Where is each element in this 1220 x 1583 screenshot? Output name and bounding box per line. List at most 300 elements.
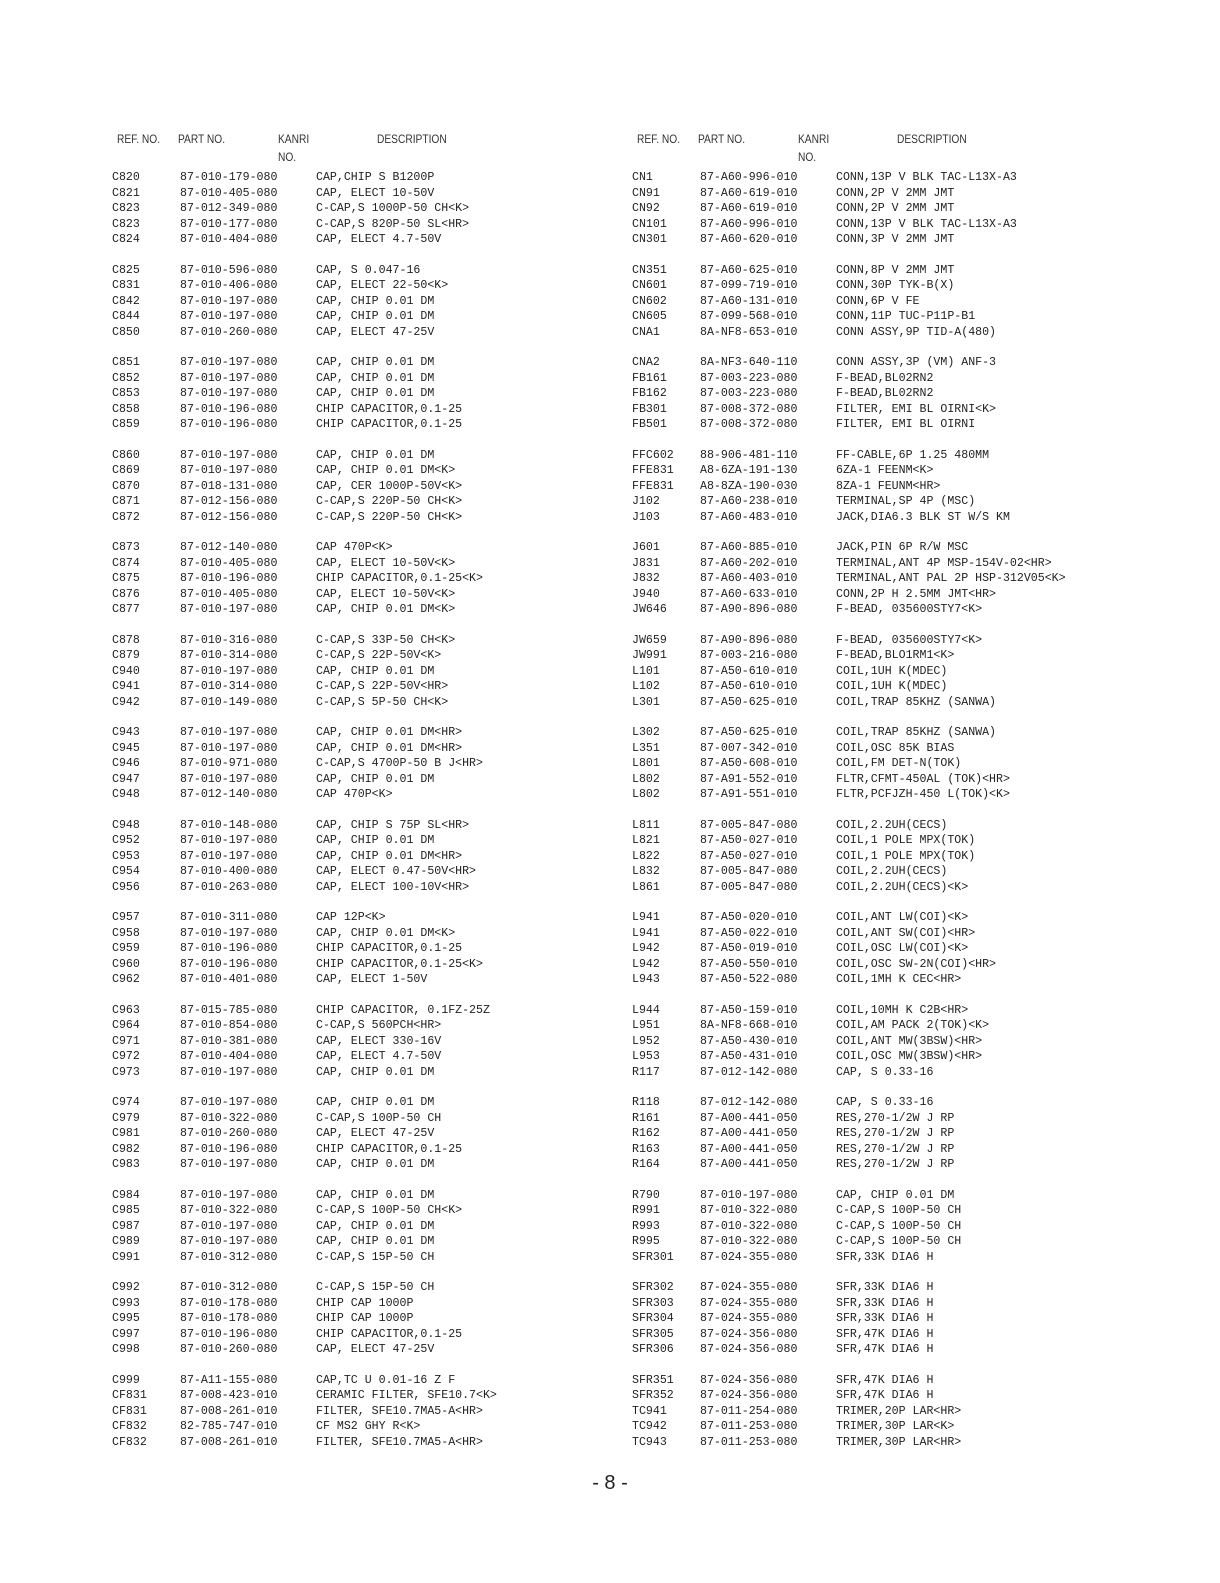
ref-no-cell: CN601 <box>632 279 667 292</box>
description-cell: CAP, ELECT 0.47-50V<HR> <box>316 865 477 878</box>
ref-no-cell: C987 <box>112 1219 140 1233</box>
ref-no-cell: L802 <box>632 788 660 801</box>
ref-no-cell: FB501 <box>632 418 667 431</box>
ref-no-cell: R117 <box>632 1065 660 1079</box>
part-no-cell: 87-003-223-080 <box>700 371 798 385</box>
ref-no-cell: CN101 <box>632 217 667 231</box>
part-no-cell: 87-010-405-080 <box>180 186 278 200</box>
part-no-cell: 87-010-197-080 <box>180 1235 278 1248</box>
description-cell: 6ZA-1 FEENM<K> <box>836 464 934 477</box>
description-cell: C-CAP,S 100P-50 CH <box>836 1235 962 1248</box>
ref-no-cell: CNA1 <box>632 325 660 339</box>
ref-no-cell: C948 <box>112 788 140 801</box>
part-no-cell: 87-010-312-080 <box>180 1250 278 1264</box>
ref-no-cell: L832 <box>632 865 660 878</box>
part-no-cell: 87-010-197-080 <box>180 1065 278 1079</box>
description-cell: CAP 470P<K> <box>316 788 393 801</box>
ref-no-cell: C958 <box>112 926 140 940</box>
description-cell: CAP, ELECT 10-50V<K> <box>316 587 456 601</box>
ref-no-cell: L942 <box>632 957 660 971</box>
description-cell: CAP, S 0.047-16 <box>316 263 421 277</box>
ref-no-cell: C998 <box>112 1343 140 1356</box>
description-cell: SFR,33K DIA6 H <box>836 1281 934 1294</box>
part-no-cell: 87-A50-019-010 <box>700 942 798 955</box>
part-no-cell: 87-010-322-080 <box>700 1219 798 1233</box>
description-cell: CHIP CAP 1000P <box>316 1312 414 1325</box>
part-no-cell: 87-008-372-080 <box>700 402 798 416</box>
description-cell: FILTER, EMI BL OIRNI<K> <box>836 402 997 416</box>
description-cell: CAP, CHIP 0.01 DM <box>316 294 435 308</box>
part-no-cell: 87-010-177-080 <box>180 217 278 231</box>
ref-no-cell: TC941 <box>632 1404 667 1418</box>
ref-no-cell: R162 <box>632 1127 660 1140</box>
ref-no-cell: C984 <box>112 1188 140 1202</box>
ref-no-cell: C999 <box>112 1373 140 1387</box>
ref-no-cell: FFC602 <box>632 448 674 462</box>
ref-no-cell: C940 <box>112 664 140 678</box>
description-cell: RES,270-1/2W J RP <box>836 1127 955 1140</box>
ref-no-cell: CN91 <box>632 186 660 200</box>
ref-no-cell: C852 <box>112 371 140 385</box>
part-no-cell: 8A-NF3-640-110 <box>700 356 798 369</box>
description-cell: C-CAP,S 15P-50 CH <box>316 1250 435 1264</box>
part-no-cell: 87-010-197-080 <box>180 387 278 400</box>
part-no-cell: 8A-NF8-653-010 <box>700 325 798 339</box>
ref-no-cell: C871 <box>112 495 140 508</box>
ref-no-cell: C879 <box>112 649 140 662</box>
description-cell: CAP, CHIP 0.01 DM <box>316 664 435 678</box>
ref-no-cell: C875 <box>112 572 140 585</box>
part-no-cell: 87-A50-522-080 <box>700 973 798 986</box>
part-no-cell: 87-010-197-080 <box>180 1219 278 1233</box>
part-no-cell: 82-785-747-010 <box>180 1420 278 1433</box>
ref-no-cell: CN301 <box>632 233 667 246</box>
description-cell: CAP, ELECT 100-10V<HR> <box>316 880 470 894</box>
part-no-cell: 87-A60-238-010 <box>700 495 798 508</box>
ref-no-cell: L811 <box>632 818 660 832</box>
part-no-cell: 87-008-261-010 <box>180 1404 278 1418</box>
part-no-cell: 87-010-405-080 <box>180 556 278 570</box>
description-cell: COIL,ANT MW(3BSW)<HR> <box>836 1034 983 1048</box>
part-no-cell: 87-012-142-080 <box>700 1065 798 1079</box>
ref-no-cell: SFR352 <box>632 1389 674 1402</box>
description-cell: CAP, ELECT 47-25V <box>316 1127 435 1140</box>
description-cell: CAP, CHIP 0.01 DM <box>316 1158 435 1171</box>
part-no-cell: 87-010-260-080 <box>180 325 278 339</box>
description-cell: CONN,11P TUC-P11P-B1 <box>836 310 976 323</box>
ref-no-cell: C952 <box>112 834 140 847</box>
ref-no-cell: L802 <box>632 772 660 786</box>
description-cell: C-CAP,S 820P-50 SL<HR> <box>316 217 470 231</box>
ref-no-cell: R118 <box>632 1096 660 1109</box>
description-cell: CAP, CHIP 0.01 DM <box>316 772 435 786</box>
ref-no-cell: C872 <box>112 510 140 524</box>
ref-no-cell: C941 <box>112 680 140 693</box>
description-cell: FLTR,CFMT-450AL (TOK)<HR> <box>836 772 1010 786</box>
ref-no-cell: CN351 <box>632 263 667 277</box>
description-cell: CHIP CAPACITOR,0.1-25 <box>316 1327 463 1341</box>
description-cell: CAP 470P<K> <box>316 541 393 554</box>
ref-no-cell: CN605 <box>632 310 667 323</box>
part-no-cell: 87-A50-625-010 <box>700 726 798 739</box>
header-kanri: KANRI <box>278 132 310 146</box>
ref-no-cell: C982 <box>112 1142 140 1156</box>
ref-no-cell: L822 <box>632 849 660 863</box>
part-no-cell: 87-010-196-080 <box>180 572 278 585</box>
description-cell: CAP, ELECT 1-50V <box>316 973 428 986</box>
part-no-cell: 87-005-847-080 <box>700 880 798 894</box>
part-no-cell: 87-A50-022-010 <box>700 926 798 940</box>
part-no-cell: 87-008-423-010 <box>180 1389 278 1402</box>
description-cell: CAP,CHIP S B1200P <box>316 171 435 184</box>
part-no-cell: 87-012-156-080 <box>180 510 278 524</box>
ref-no-cell: C979 <box>112 1111 140 1125</box>
part-no-cell: 87-010-322-080 <box>700 1204 798 1217</box>
description-cell: C-CAP,S 100P-50 CH <box>316 1111 442 1125</box>
description-cell: COIL,OSC LW(COI)<K> <box>836 942 969 955</box>
ref-no-cell: L861 <box>632 880 660 894</box>
description-cell: SFR,47K DIA6 H <box>836 1327 934 1341</box>
part-no-cell: 87-A90-896-080 <box>700 603 798 616</box>
part-no-cell: 87-010-197-080 <box>180 464 278 477</box>
description-cell: CAP, ELECT 10-50V <box>316 186 435 200</box>
part-no-cell: 87-008-261-010 <box>180 1435 278 1449</box>
ref-no-cell: CNA2 <box>632 356 660 369</box>
ref-no-cell: CN1 <box>632 171 653 184</box>
description-cell: CONN,3P V 2MM JMT <box>836 233 955 246</box>
ref-no-cell: C842 <box>112 294 140 308</box>
description-cell: CAP, S 0.33-16 <box>836 1096 934 1109</box>
header-part-no: PART NO. <box>178 132 226 146</box>
ref-no-cell: CN602 <box>632 294 667 308</box>
description-cell: SFR,33K DIA6 H <box>836 1250 934 1264</box>
description-cell: COIL,FM DET-N(TOK) <box>836 757 962 770</box>
ref-no-cell: FB161 <box>632 371 667 385</box>
description-cell: CONN,2P V 2MM JMT <box>836 186 955 200</box>
part-no-cell: 87-008-372-080 <box>700 418 798 431</box>
part-no-cell: 87-010-197-080 <box>700 1188 798 1202</box>
part-no-cell: 87-A60-625-010 <box>700 263 798 277</box>
ref-no-cell: C858 <box>112 402 140 416</box>
ref-no-cell: CF831 <box>112 1389 147 1402</box>
description-cell: CAP, ELECT 47-25V <box>316 1343 435 1356</box>
ref-no-cell: JW991 <box>632 649 667 662</box>
part-no-cell: 87-010-197-080 <box>180 1188 278 1202</box>
ref-no-cell: C989 <box>112 1235 140 1248</box>
description-cell: C-CAP,S 5P-50 CH<K> <box>316 695 449 709</box>
part-no-cell: 87-010-197-080 <box>180 772 278 786</box>
part-no-cell: 87-010-263-080 <box>180 880 278 894</box>
part-no-cell: 88-906-481-110 <box>700 448 798 462</box>
part-no-cell: 87-010-260-080 <box>180 1343 278 1356</box>
part-no-cell: 87-A60-996-010 <box>700 217 798 231</box>
ref-no-cell: R161 <box>632 1111 660 1125</box>
ref-no-cell: L953 <box>632 1050 660 1063</box>
description-cell: C-CAP,S 33P-50 CH<K> <box>316 633 456 647</box>
part-no-cell: 87-A60-885-010 <box>700 541 798 554</box>
ref-no-cell: R995 <box>632 1235 660 1248</box>
ref-no-cell: SFR301 <box>632 1250 674 1264</box>
description-cell: CAP, CHIP 0.01 DM <box>316 1235 435 1248</box>
description-cell: CAP, CHIP 0.01 DM <box>316 1065 435 1079</box>
ref-no-cell: R993 <box>632 1219 660 1233</box>
ref-no-cell: L952 <box>632 1034 660 1048</box>
part-no-cell: 87-010-404-080 <box>180 1050 278 1063</box>
description-cell: C-CAP,S 100P-50 CH<K> <box>316 1204 463 1217</box>
part-no-cell: 87-003-216-080 <box>700 649 798 662</box>
ref-no-cell: J102 <box>632 495 660 508</box>
description-cell: TERMINAL,SP 4P (MSC) <box>836 495 976 508</box>
description-cell: CHIP CAPACITOR,0.1-25 <box>316 1142 463 1156</box>
ref-no-cell: C957 <box>112 911 140 924</box>
description-cell: CF MS2 GHY R<K> <box>316 1420 421 1433</box>
description-cell: C-CAP,S 15P-50 CH <box>316 1281 435 1294</box>
description-cell: C-CAP,S 1000P-50 CH<K> <box>316 202 470 215</box>
part-no-cell: 87-010-401-080 <box>180 973 278 986</box>
description-cell: COIL,ANT LW(COI)<K> <box>836 911 969 924</box>
part-no-cell: 87-A50-159-010 <box>700 1003 798 1017</box>
part-no-cell: 87-010-148-080 <box>180 818 278 832</box>
part-no-cell: 87-A00-441-050 <box>700 1142 798 1156</box>
description-cell: CAP, ELECT 10-50V<K> <box>316 556 456 570</box>
part-no-cell: 87-A50-430-010 <box>700 1034 798 1048</box>
description-cell: CAP, CHIP 0.01 DM<HR> <box>316 726 463 739</box>
ref-no-cell: C971 <box>112 1034 140 1048</box>
header-ref-no: REF. NO. <box>637 132 681 146</box>
description-cell: COIL,1UH K(MDEC) <box>836 664 948 678</box>
ref-no-cell: L943 <box>632 973 660 986</box>
description-cell: SFR,47K DIA6 H <box>836 1389 934 1402</box>
ref-no-cell: R790 <box>632 1188 660 1202</box>
description-cell: CAP, CHIP 0.01 DM<K> <box>316 603 456 616</box>
description-cell: CERAMIC FILTER, SFE10.7<K> <box>316 1389 497 1402</box>
description-cell: COIL,1MH K CEC<HR> <box>836 973 962 986</box>
part-no-cell: 87-A90-896-080 <box>700 633 798 647</box>
ref-no-cell: C878 <box>112 633 140 647</box>
description-cell: CAP,TC U 0.01-16 Z F <box>316 1373 456 1387</box>
part-no-cell: 87-010-971-080 <box>180 757 278 770</box>
ref-no-cell: C870 <box>112 479 140 493</box>
part-no-cell: 87-024-356-080 <box>700 1389 798 1402</box>
ref-no-cell: C873 <box>112 541 140 554</box>
part-no-cell: 87-A11-155-080 <box>180 1373 278 1387</box>
part-no-cell: 87-010-196-080 <box>180 957 278 971</box>
header-description: DESCRIPTION <box>897 132 967 146</box>
part-no-cell: 87-010-854-080 <box>180 1019 278 1032</box>
part-no-cell: 87-011-254-080 <box>700 1404 798 1418</box>
ref-no-cell: L941 <box>632 926 660 940</box>
part-no-cell: 87-A60-483-010 <box>700 510 798 524</box>
description-cell: CONN,2P H 2.5MM JMT<HR> <box>836 587 997 601</box>
description-cell: TERMINAL,ANT 4P MSP-154V-02<HR> <box>836 556 1052 570</box>
part-no-cell: 87-012-140-080 <box>180 788 278 801</box>
description-cell: CAP, CER 1000P-50V<K> <box>316 479 463 493</box>
part-no-cell: 87-010-179-080 <box>180 171 278 184</box>
ref-no-cell: FB301 <box>632 402 667 416</box>
part-no-cell: A8-6ZA-191-130 <box>700 464 798 477</box>
part-no-cell: 87-024-355-080 <box>700 1296 798 1310</box>
ref-no-cell: JW659 <box>632 633 667 647</box>
ref-no-cell: L944 <box>632 1003 660 1017</box>
description-cell: CAP, CHIP 0.01 DM <box>316 387 435 400</box>
description-cell: CONN,13P V BLK TAC-L13X-A3 <box>836 171 1017 184</box>
description-cell: CAP, CHIP 0.01 DM <box>316 1096 435 1109</box>
part-no-cell: 87-010-149-080 <box>180 695 278 709</box>
description-cell: FF-CABLE,6P 1.25 480MM <box>836 448 990 462</box>
header-kanri: KANRI <box>798 132 830 146</box>
ref-no-cell: C959 <box>112 942 140 955</box>
ref-no-cell: C964 <box>112 1019 140 1032</box>
part-no-cell: 87-010-196-080 <box>180 402 278 416</box>
ref-no-cell: C850 <box>112 325 140 339</box>
ref-no-cell: C945 <box>112 741 140 755</box>
part-no-cell: 87-010-197-080 <box>180 726 278 739</box>
ref-no-cell: C974 <box>112 1096 140 1109</box>
ref-no-cell: L351 <box>632 741 660 755</box>
part-no-cell: 87-010-196-080 <box>180 942 278 955</box>
part-no-cell: 87-010-197-080 <box>180 926 278 940</box>
description-cell: CAP, ELECT 22-50<K> <box>316 279 449 292</box>
part-no-cell: 87-010-197-080 <box>180 834 278 847</box>
description-cell: SFR,47K DIA6 H <box>836 1373 934 1387</box>
part-no-cell: 87-024-356-080 <box>700 1373 798 1387</box>
ref-no-cell: L302 <box>632 726 660 739</box>
part-no-cell: 87-007-342-010 <box>700 741 798 755</box>
description-cell: COIL,AM PACK 2(TOK)<K> <box>836 1019 990 1032</box>
part-no-cell: 87-010-196-080 <box>180 1327 278 1341</box>
part-no-cell: 87-A50-550-010 <box>700 957 798 971</box>
ref-no-cell: C877 <box>112 603 140 616</box>
part-no-cell: 87-003-223-080 <box>700 387 798 400</box>
ref-no-cell: R164 <box>632 1158 660 1171</box>
ref-no-cell: C943 <box>112 726 140 739</box>
part-no-cell: 87-024-355-080 <box>700 1312 798 1325</box>
ref-no-cell: L941 <box>632 911 660 924</box>
header-part-no: PART NO. <box>698 132 746 146</box>
description-cell: CHIP CAPACITOR, 0.1FZ-25Z <box>316 1003 490 1017</box>
ref-no-cell: C859 <box>112 418 140 431</box>
part-no-cell: 87-010-260-080 <box>180 1127 278 1140</box>
part-no-cell: 87-A50-610-010 <box>700 680 798 693</box>
description-cell: COIL,1 POLE MPX(TOK) <box>836 849 976 863</box>
description-cell: CHIP CAP 1000P <box>316 1296 414 1310</box>
description-cell: COIL,2.2UH(CECS) <box>836 818 948 832</box>
description-cell: CONN ASSY,3P (VM) ANF-3 <box>836 356 997 369</box>
ref-no-cell: J940 <box>632 587 660 601</box>
description-cell: CHIP CAPACITOR,0.1-25 <box>316 942 463 955</box>
description-cell: CHIP CAPACITOR,0.1-25 <box>316 402 463 416</box>
ref-no-cell: CF831 <box>112 1404 147 1418</box>
part-no-cell: 87-005-847-080 <box>700 818 798 832</box>
ref-no-cell: JW646 <box>632 603 667 616</box>
part-no-cell: 8A-NF8-668-010 <box>700 1019 798 1032</box>
ref-no-cell: J103 <box>632 510 660 524</box>
part-no-cell: 87-012-140-080 <box>180 541 278 554</box>
description-cell: F-BEAD,BLO1RM1<K> <box>836 649 955 662</box>
description-cell: COIL,1UH K(MDEC) <box>836 680 948 693</box>
part-no-cell: 87-A50-020-010 <box>700 911 798 924</box>
description-cell: CAP, CHIP 0.01 DM<HR> <box>316 741 463 755</box>
ref-no-cell: CF832 <box>112 1420 147 1433</box>
part-no-cell: 87-010-381-080 <box>180 1034 278 1048</box>
ref-no-cell: L801 <box>632 757 660 770</box>
part-no-cell: 87-A60-202-010 <box>700 556 798 570</box>
description-cell: FILTER, SFE10.7MA5-A<HR> <box>316 1435 483 1449</box>
part-no-cell: A8-8ZA-190-030 <box>700 479 798 493</box>
ref-no-cell: C972 <box>112 1050 140 1063</box>
description-cell: CHIP CAPACITOR,0.1-25 <box>316 418 463 431</box>
part-no-cell: 87-A50-431-010 <box>700 1050 798 1063</box>
description-cell: CAP, CHIP 0.01 DM<HR> <box>316 849 463 863</box>
page-number: - 8 - <box>592 1472 628 1494</box>
part-no-cell: 87-A91-551-010 <box>700 788 798 801</box>
ref-no-cell: J832 <box>632 572 660 585</box>
part-no-cell: 87-010-322-080 <box>700 1235 798 1248</box>
ref-no-cell: C824 <box>112 233 140 246</box>
description-cell: CAP, S 0.33-16 <box>836 1065 934 1079</box>
description-cell: CAP, CHIP 0.01 DM<K> <box>316 464 456 477</box>
description-cell: COIL,OSC MW(3BSW)<HR> <box>836 1050 983 1063</box>
ref-no-cell: SFR351 <box>632 1373 674 1387</box>
description-cell: CAP, CHIP 0.01 DM<K> <box>316 926 456 940</box>
description-cell: COIL,10MH K C2B<HR> <box>836 1003 969 1017</box>
ref-no-cell: L942 <box>632 942 660 955</box>
description-cell: RES,270-1/2W J RP <box>836 1158 955 1171</box>
ref-no-cell: L951 <box>632 1019 660 1032</box>
part-no-cell: 87-010-316-080 <box>180 633 278 647</box>
ref-no-cell: J601 <box>632 541 660 554</box>
part-no-cell: 87-A60-619-010 <box>700 202 798 215</box>
part-no-cell: 87-010-197-080 <box>180 448 278 462</box>
part-no-cell: 87-A60-996-010 <box>700 171 798 184</box>
part-no-cell: 87-010-197-080 <box>180 310 278 323</box>
part-no-cell: 87-A91-552-010 <box>700 772 798 786</box>
description-cell: CAP, CHIP 0.01 DM <box>316 356 435 369</box>
description-cell: CAP, CHIP 0.01 DM <box>316 448 435 462</box>
part-no-cell: 87-099-568-010 <box>700 310 798 323</box>
ref-no-cell: C860 <box>112 448 140 462</box>
part-no-cell: 87-010-314-080 <box>180 649 278 662</box>
part-no-cell: 87-099-719-010 <box>700 279 798 292</box>
description-cell: TRIMER,30P LAR<HR> <box>836 1435 962 1449</box>
description-cell: CAP, CHIP 0.01 DM <box>316 310 435 323</box>
ref-no-cell: C953 <box>112 849 140 863</box>
description-cell: COIL,1 POLE MPX(TOK) <box>836 834 976 847</box>
description-cell: SFR,33K DIA6 H <box>836 1296 934 1310</box>
description-cell: COIL,2.2UH(CECS)<K> <box>836 880 969 894</box>
header-ref-no: REF. NO. <box>117 132 161 146</box>
header-kanri-no: NO. <box>798 150 817 164</box>
ref-no-cell: C831 <box>112 279 140 292</box>
description-cell: CONN ASSY,9P TID-A(480) <box>836 325 997 339</box>
part-no-cell: 87-A60-633-010 <box>700 587 798 601</box>
description-cell: F-BEAD,BL02RN2 <box>836 371 934 385</box>
ref-no-cell: CF832 <box>112 1435 147 1449</box>
part-no-cell: 87-A50-027-010 <box>700 849 798 863</box>
description-cell: CONN,8P V 2MM JMT <box>836 263 955 277</box>
description-cell: TRIMER,30P LAR<K> <box>836 1420 955 1433</box>
ref-no-cell: C876 <box>112 587 140 601</box>
description-cell: C-CAP,S 22P-50V<HR> <box>316 680 449 693</box>
description-cell: CAP, ELECT 4.7-50V <box>316 1050 442 1063</box>
description-cell: CAP, CHIP 0.01 DM <box>316 1188 435 1202</box>
part-no-cell: 87-018-131-080 <box>180 479 278 493</box>
part-no-cell: 87-024-355-080 <box>700 1281 798 1294</box>
ref-no-cell: C820 <box>112 171 140 184</box>
ref-no-cell: FFE831 <box>632 464 674 477</box>
ref-no-cell: C851 <box>112 356 140 369</box>
part-no-cell: 87-A50-608-010 <box>700 757 798 770</box>
